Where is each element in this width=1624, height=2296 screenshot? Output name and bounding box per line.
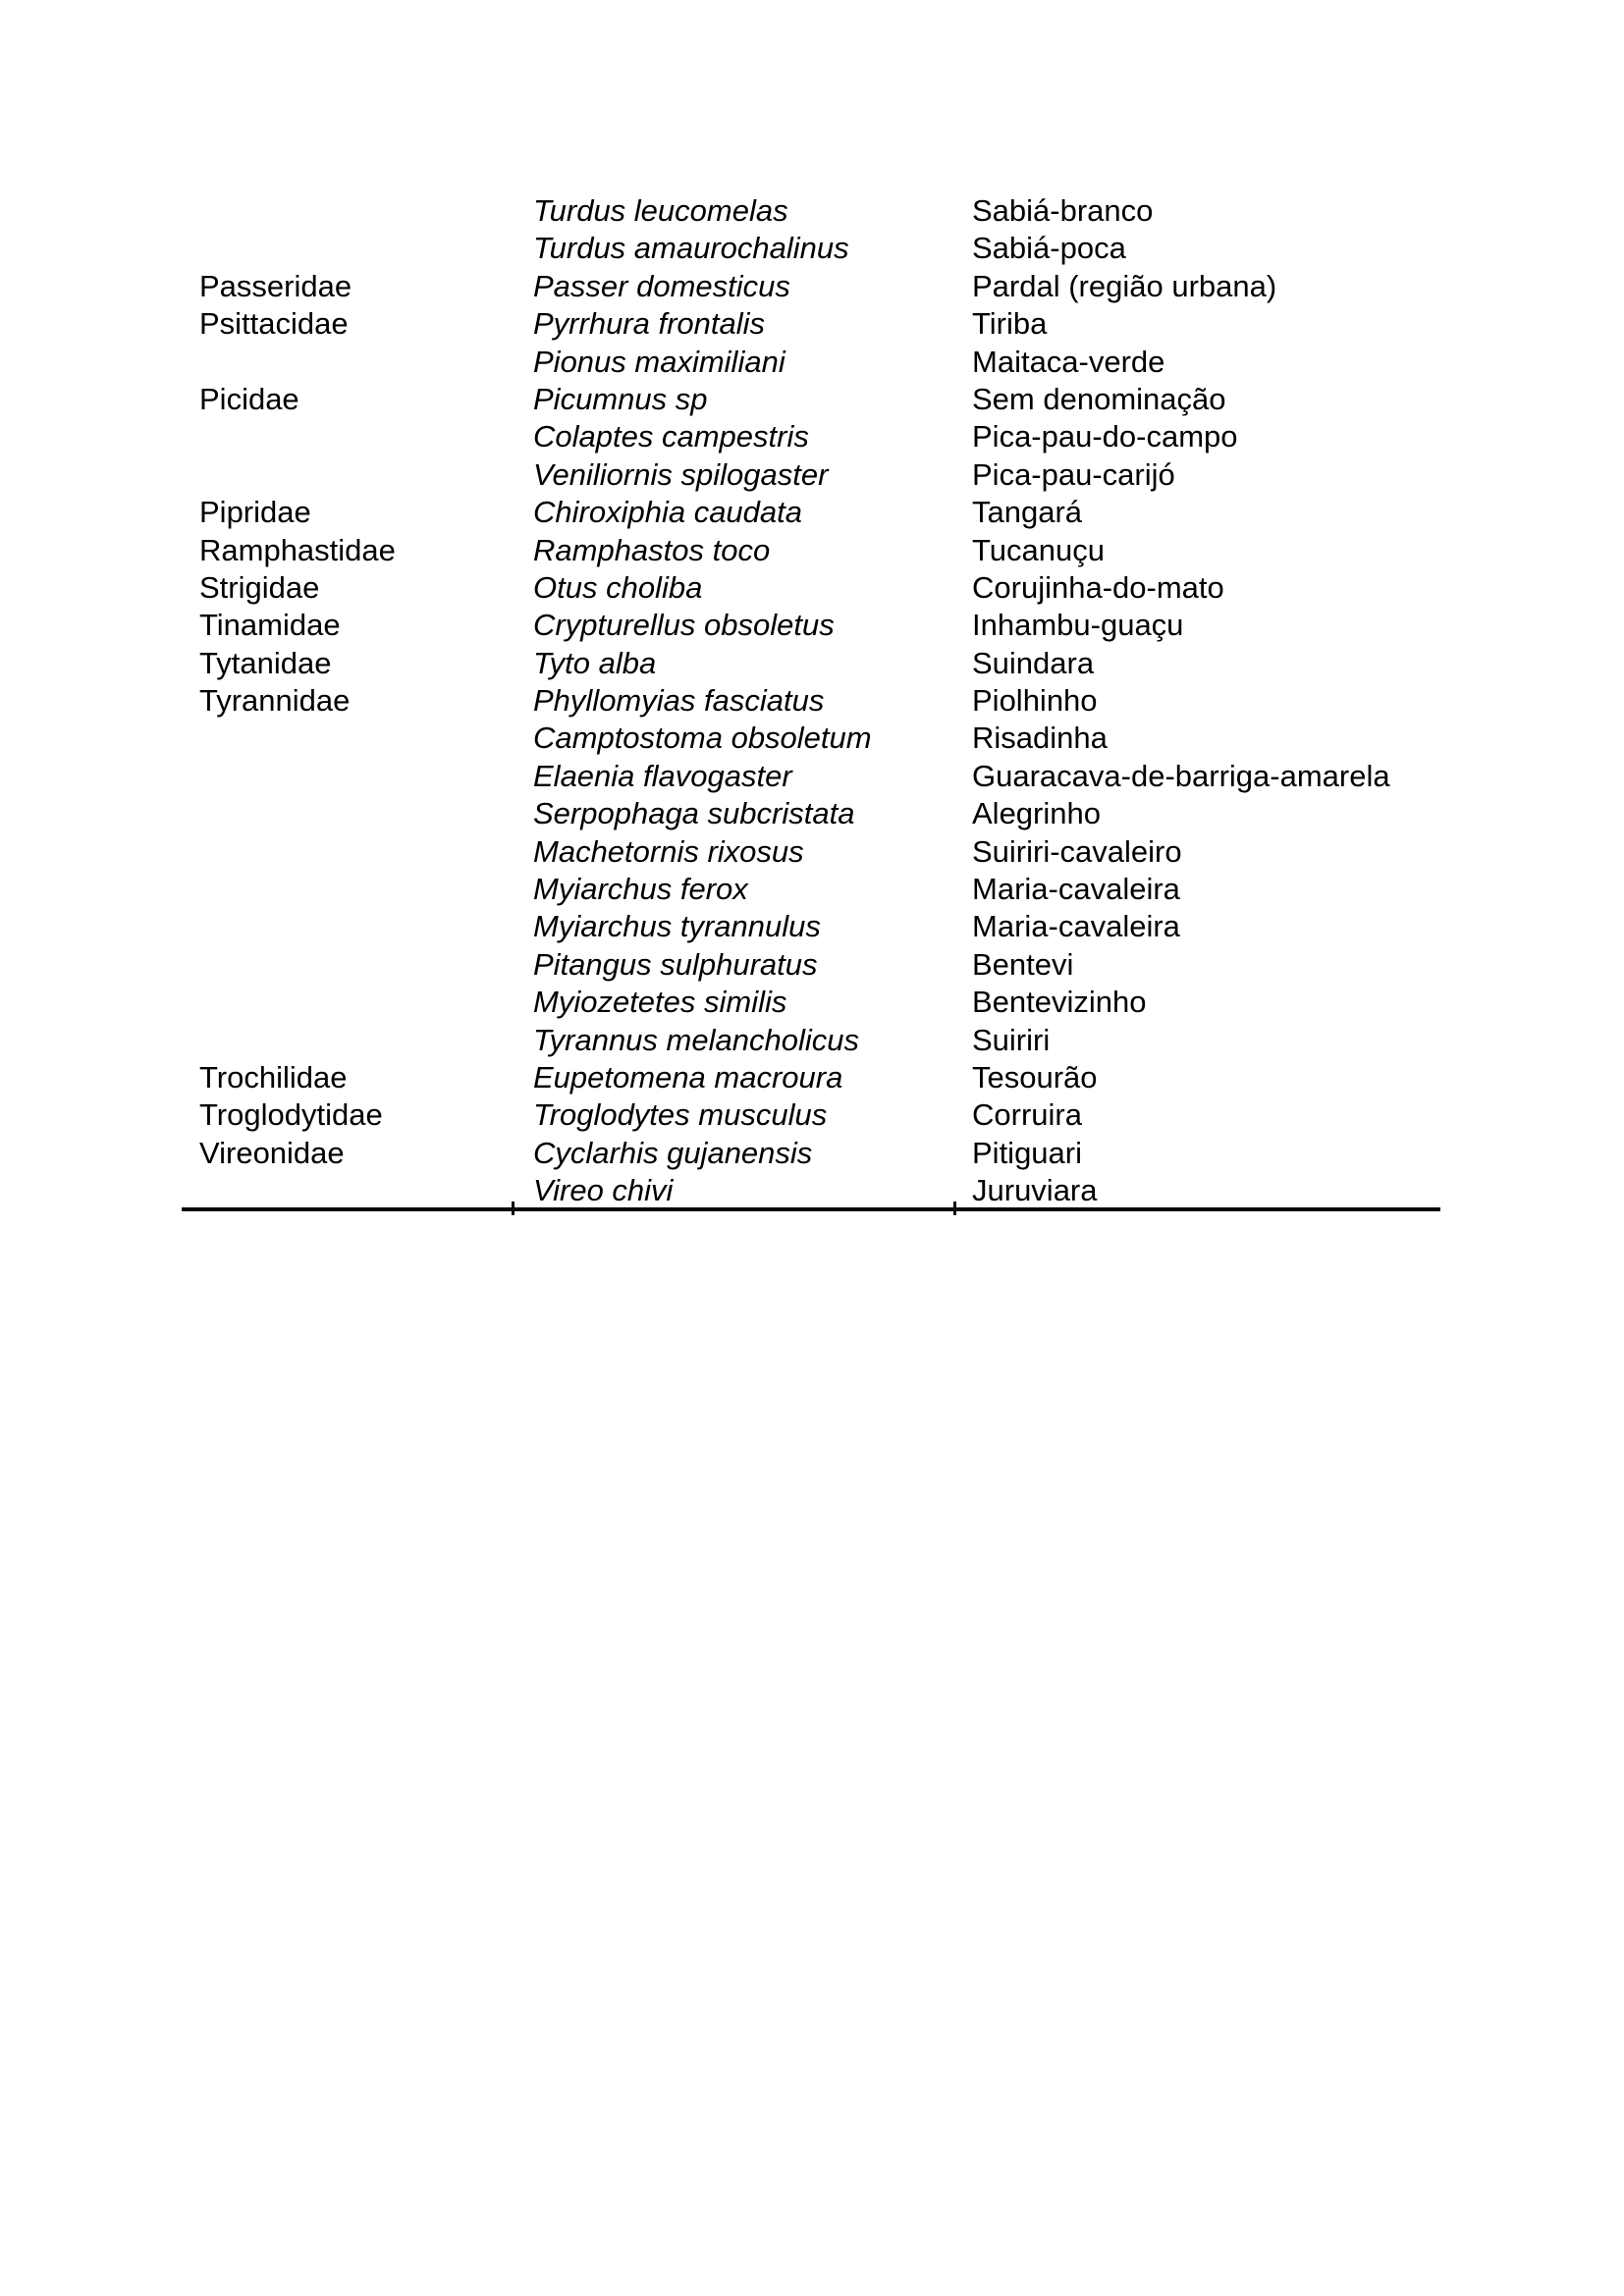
- table-row: [182, 230, 1440, 267]
- table-row: [182, 456, 1440, 494]
- family-cell: Tyrannidae: [199, 683, 351, 719]
- species-cell: Colaptes campestris: [533, 419, 809, 454]
- common-name-cell: Alegrinho: [972, 796, 1101, 831]
- species-cell: Turdus amaurochalinus: [533, 231, 849, 266]
- species-cell: Serpophaga subcristata: [533, 796, 855, 831]
- species-cell: Tyrannus melancholicus: [533, 1022, 859, 1057]
- species-cell: Eupetomena macroura: [533, 1059, 843, 1095]
- table-row: [182, 1059, 1440, 1096]
- common-name-cell: Suiriri-cavaleiro: [972, 833, 1182, 869]
- common-name-cell: Juruviara: [972, 1173, 1098, 1208]
- table-row: [182, 1096, 1440, 1134]
- species-cell: Pitangus sulphuratus: [533, 946, 818, 982]
- table-row: [182, 305, 1440, 343]
- common-name-cell: Tucanuçu: [972, 532, 1105, 567]
- table-row: [182, 607, 1440, 644]
- species-cell: Picumnus sp: [533, 381, 708, 416]
- column-divider-tick: [512, 1201, 514, 1215]
- family-cell: [182, 871, 533, 908]
- species-cell: Crypturellus obsoletus: [533, 608, 835, 643]
- table-row: [182, 795, 1440, 832]
- family-cell: Tytanidae: [199, 645, 332, 680]
- table-row: [182, 1022, 1440, 1059]
- species-cell: Camptostoma obsoletum: [533, 721, 872, 756]
- table-row: [182, 268, 1440, 305]
- family-cell: [182, 344, 533, 381]
- common-name-cell: Guaracava-de-barriga-amarela: [972, 758, 1390, 793]
- family-cell: [182, 418, 533, 455]
- common-name-cell: Sabiá-poca: [972, 231, 1126, 266]
- family-cell: [182, 758, 533, 795]
- table-row: [182, 833, 1440, 871]
- table-row: [182, 758, 1440, 795]
- family-cell: Picidae: [199, 381, 299, 416]
- common-name-cell: Tesourão: [972, 1059, 1098, 1095]
- table-row: [182, 418, 1440, 455]
- common-name-cell: Inhambu-guaçu: [972, 608, 1184, 643]
- table-row: [182, 984, 1440, 1021]
- table-row: [182, 946, 1440, 984]
- common-name-cell: Suiriri: [972, 1022, 1051, 1057]
- species-cell: Otus choliba: [533, 569, 703, 605]
- family-cell: [182, 833, 533, 871]
- family-cell: Passeridae: [199, 268, 352, 303]
- common-name-cell: Corruira: [972, 1097, 1082, 1133]
- species-cell: Vireo chivi: [533, 1173, 674, 1208]
- table-row: [182, 532, 1440, 569]
- common-name-cell: Pardal (região urbana): [972, 268, 1277, 303]
- table-row: [182, 871, 1440, 908]
- common-name-cell: Maitaca-verde: [972, 344, 1165, 379]
- family-cell: Trochilidae: [199, 1059, 348, 1095]
- table-row: [182, 1135, 1440, 1172]
- family-cell: [182, 946, 533, 984]
- table-row: [182, 908, 1440, 945]
- table-row: [182, 344, 1440, 381]
- family-cell: [182, 908, 533, 945]
- family-cell: [182, 984, 533, 1021]
- family-cell: [182, 720, 533, 757]
- species-cell: Ramphastos toco: [533, 532, 771, 567]
- common-name-cell: Suindara: [972, 645, 1095, 680]
- species-cell: Troglodytes musculus: [533, 1097, 828, 1133]
- table-row: [182, 645, 1440, 682]
- common-name-cell: Tangará: [972, 495, 1083, 530]
- common-name-cell: Bentevi: [972, 946, 1074, 982]
- common-name-cell: Maria-cavaleira: [972, 872, 1180, 907]
- table-row: [182, 381, 1440, 418]
- column-divider-tick: [953, 1201, 956, 1215]
- species-cell: Myiozetetes similis: [533, 985, 787, 1020]
- family-cell: [182, 795, 533, 832]
- species-cell: Tyto alba: [533, 645, 657, 680]
- common-name-cell: Piolhinho: [972, 683, 1098, 719]
- table-bottom-border: [182, 1207, 1440, 1211]
- table-row: [182, 682, 1440, 720]
- family-cell: [182, 192, 533, 230]
- family-cell: Troglodytidae: [199, 1097, 383, 1133]
- species-cell: Elaenia flavogaster: [533, 758, 792, 793]
- family-cell: Vireonidae: [199, 1135, 345, 1170]
- family-cell: Pipridae: [199, 495, 311, 530]
- family-cell: Tinamidae: [199, 608, 341, 643]
- family-cell: [182, 1022, 533, 1059]
- table-row: [182, 720, 1440, 757]
- common-name-cell: Sabiá-branco: [972, 193, 1154, 228]
- species-cell: Myiarchus ferox: [533, 872, 748, 907]
- family-cell: Strigidae: [199, 569, 320, 605]
- table-row: [182, 569, 1440, 607]
- species-cell: Veniliornis spilogaster: [533, 456, 829, 492]
- species-cell: Passer domesticus: [533, 268, 790, 303]
- family-cell: Ramphastidae: [199, 532, 396, 567]
- common-name-cell: Corujinha-do-mato: [972, 569, 1224, 605]
- common-name-cell: Pica-pau-carijó: [972, 456, 1175, 492]
- species-cell: Phyllomyias fasciatus: [533, 683, 825, 719]
- species-cell: Pionus maximiliani: [533, 344, 785, 379]
- table-row: [182, 192, 1440, 230]
- bird-species-table: [182, 192, 1440, 1210]
- family-cell: Psittacidae: [199, 306, 349, 342]
- species-cell: Cyclarhis gujanensis: [533, 1135, 813, 1170]
- common-name-cell: Sem denominação: [972, 381, 1226, 416]
- common-name-cell: Bentevizinho: [972, 985, 1147, 1020]
- common-name-cell: Pitiguari: [972, 1135, 1082, 1170]
- species-cell: Chiroxiphia caudata: [533, 495, 803, 530]
- species-cell: Pyrrhura frontalis: [533, 306, 766, 342]
- family-cell: [182, 456, 533, 494]
- common-name-cell: Pica-pau-do-campo: [972, 419, 1238, 454]
- species-cell: Turdus leucomelas: [533, 193, 788, 228]
- species-cell: Machetornis rixosus: [533, 833, 804, 869]
- family-cell: [182, 230, 533, 267]
- table-row: [182, 494, 1440, 531]
- species-cell: Myiarchus tyrannulus: [533, 909, 821, 944]
- common-name-cell: Maria-cavaleira: [972, 909, 1180, 944]
- common-name-cell: Tiriba: [972, 306, 1048, 342]
- table-row: [182, 1172, 1440, 1209]
- common-name-cell: Risadinha: [972, 721, 1108, 756]
- family-cell: [182, 1172, 533, 1209]
